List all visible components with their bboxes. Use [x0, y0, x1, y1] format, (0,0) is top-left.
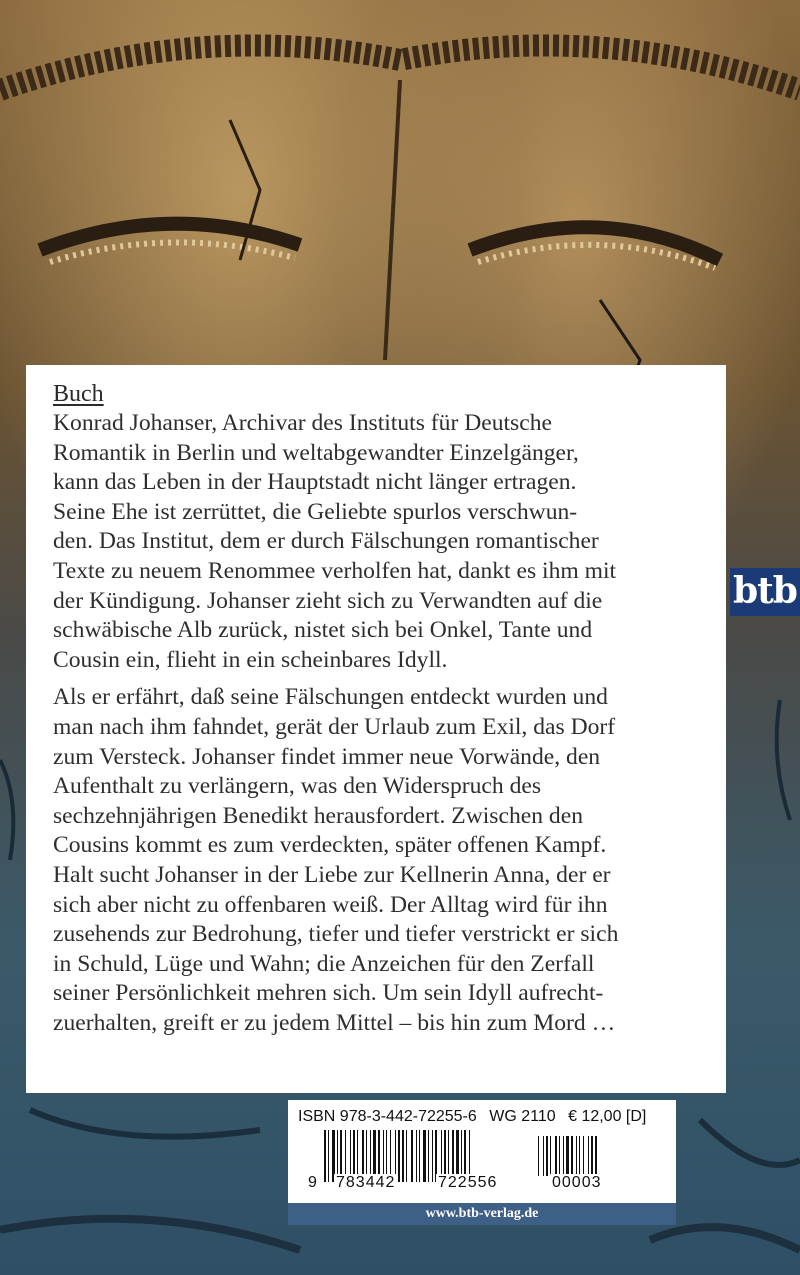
- text-line: Cousin ein, flieht in ein scheinbares Idyll.: [53, 646, 448, 673]
- text-line: den. Das Institut, dem er durch Fälschungen romantischer: [53, 528, 599, 555]
- text-line: sechzehnjährigen Benedikt herausfordert. Zwischen den: [53, 802, 583, 829]
- isbn-number: ISBN 978-3-442-72255-6: [298, 1108, 477, 1125]
- blurb-paragraph-2: [53, 683, 726, 1038]
- isbn-line: [298, 1108, 646, 1126]
- text-line: Romantik in Berlin und weltabgewandter Einzelgänger,: [53, 439, 579, 466]
- text-line: zusehends zur Bedrohung, tiefer und tiefer verstrickt er sich: [53, 921, 619, 948]
- barcode-addon-bar: [543, 1136, 544, 1176]
- price: € 12,00 [D]: [568, 1108, 647, 1125]
- barcode-bar: [428, 1130, 429, 1182]
- barcode-bar: [406, 1130, 407, 1182]
- barcode-addon-bar: [546, 1136, 548, 1176]
- barcode-addon-bar: [579, 1136, 580, 1176]
- barcode-addon-bar: [550, 1136, 551, 1176]
- barcode-bar: [419, 1130, 420, 1182]
- barcode-bar: [423, 1130, 426, 1182]
- barcode-addon-bar: [588, 1136, 589, 1176]
- barcode-panel: [288, 1100, 676, 1225]
- text-line: Halt sucht Johanser in der Liebe zur Kellnerin Anna, der er: [53, 861, 611, 888]
- barcode-digits-left: 783442: [336, 1174, 396, 1191]
- text-line: in Schuld, Lüge und Wahn; die Anzeichen für den Zerfall: [53, 950, 595, 977]
- blurb-panel: [26, 365, 726, 1093]
- barcode-digit-lead: 9: [308, 1174, 318, 1191]
- text-line: sich aber nicht zu offenbaren weiß. Der Alltag wird für ihn: [53, 891, 608, 918]
- barcode-addon-bar: [571, 1136, 573, 1176]
- barcode-addon-bar: [563, 1136, 564, 1176]
- barcode-bar: [432, 1130, 433, 1182]
- barcode-bar: [411, 1130, 413, 1182]
- text-line: der Kündigung. Johanser zieht sich zu Verwandten auf die: [53, 587, 603, 614]
- publisher-logo: btb: [730, 568, 800, 616]
- barcode-bar: [416, 1130, 417, 1182]
- barcode-digits-right: 722556: [438, 1174, 498, 1191]
- text-line: Seine Ehe ist zerrüttet, die Geliebte spurlos verschwun-: [53, 498, 578, 525]
- barcode-addon-bar: [583, 1136, 584, 1176]
- text-line: zuerhalten, greift er zu jedem Mittel – bis hin zum Mord …: [53, 1009, 616, 1036]
- website-url: www.btb-verlag.de: [288, 1203, 676, 1225]
- barcode-addon-bar: [566, 1136, 569, 1176]
- barcode-bar: [402, 1130, 404, 1182]
- text-line: seiner Persönlichkeit mehren sich. Um sein Idyll aufrecht-: [53, 980, 604, 1007]
- barcode-bar: [398, 1130, 400, 1182]
- barcode-addon-bar: [555, 1136, 557, 1176]
- barcode-addon-bar: [591, 1136, 593, 1176]
- text-line: Texte zu neuem Renommee verholfen hat, dankt es ihm mit: [53, 557, 617, 584]
- barcode-bar: [324, 1130, 326, 1182]
- barcode-addon-bar: [538, 1136, 539, 1176]
- warengruppe: WG 2110: [489, 1108, 556, 1125]
- barcode-addon-bar: [595, 1136, 597, 1176]
- text-line: Als er erfährt, daß seine Fälschungen entdeckt wurden und: [53, 684, 608, 711]
- text-line: kann das Leben in der Hauptstadt nicht länger ertragen.: [53, 469, 577, 496]
- text-line: Aufenthalt zu verlängern, was den Widerspruch des: [53, 773, 542, 800]
- barcode-digits-addon: 00003: [552, 1174, 602, 1191]
- barcode-bar: [328, 1130, 329, 1182]
- section-heading: Buch: [53, 381, 104, 407]
- barcode-addon-bar: [559, 1136, 560, 1176]
- text-line: zum Versteck. Johanser findet immer neue Vorwände, den: [53, 743, 601, 770]
- text-line: man nach ihm fahndet, gerät der Urlaub zum Exil, das Dorf: [53, 713, 616, 740]
- text-line: Cousins kommt es zum verdeckten, später offenen Kampf.: [53, 832, 607, 859]
- text-line: Konrad Johanser, Archivar des Instituts für Deutsche: [53, 410, 552, 436]
- blurb-paragraph-1: [53, 409, 726, 675]
- barcode-addon-bar: [576, 1136, 577, 1176]
- text-line: schwäbische Alb zurück, nistet sich bei Onkel, Tante und: [53, 617, 593, 644]
